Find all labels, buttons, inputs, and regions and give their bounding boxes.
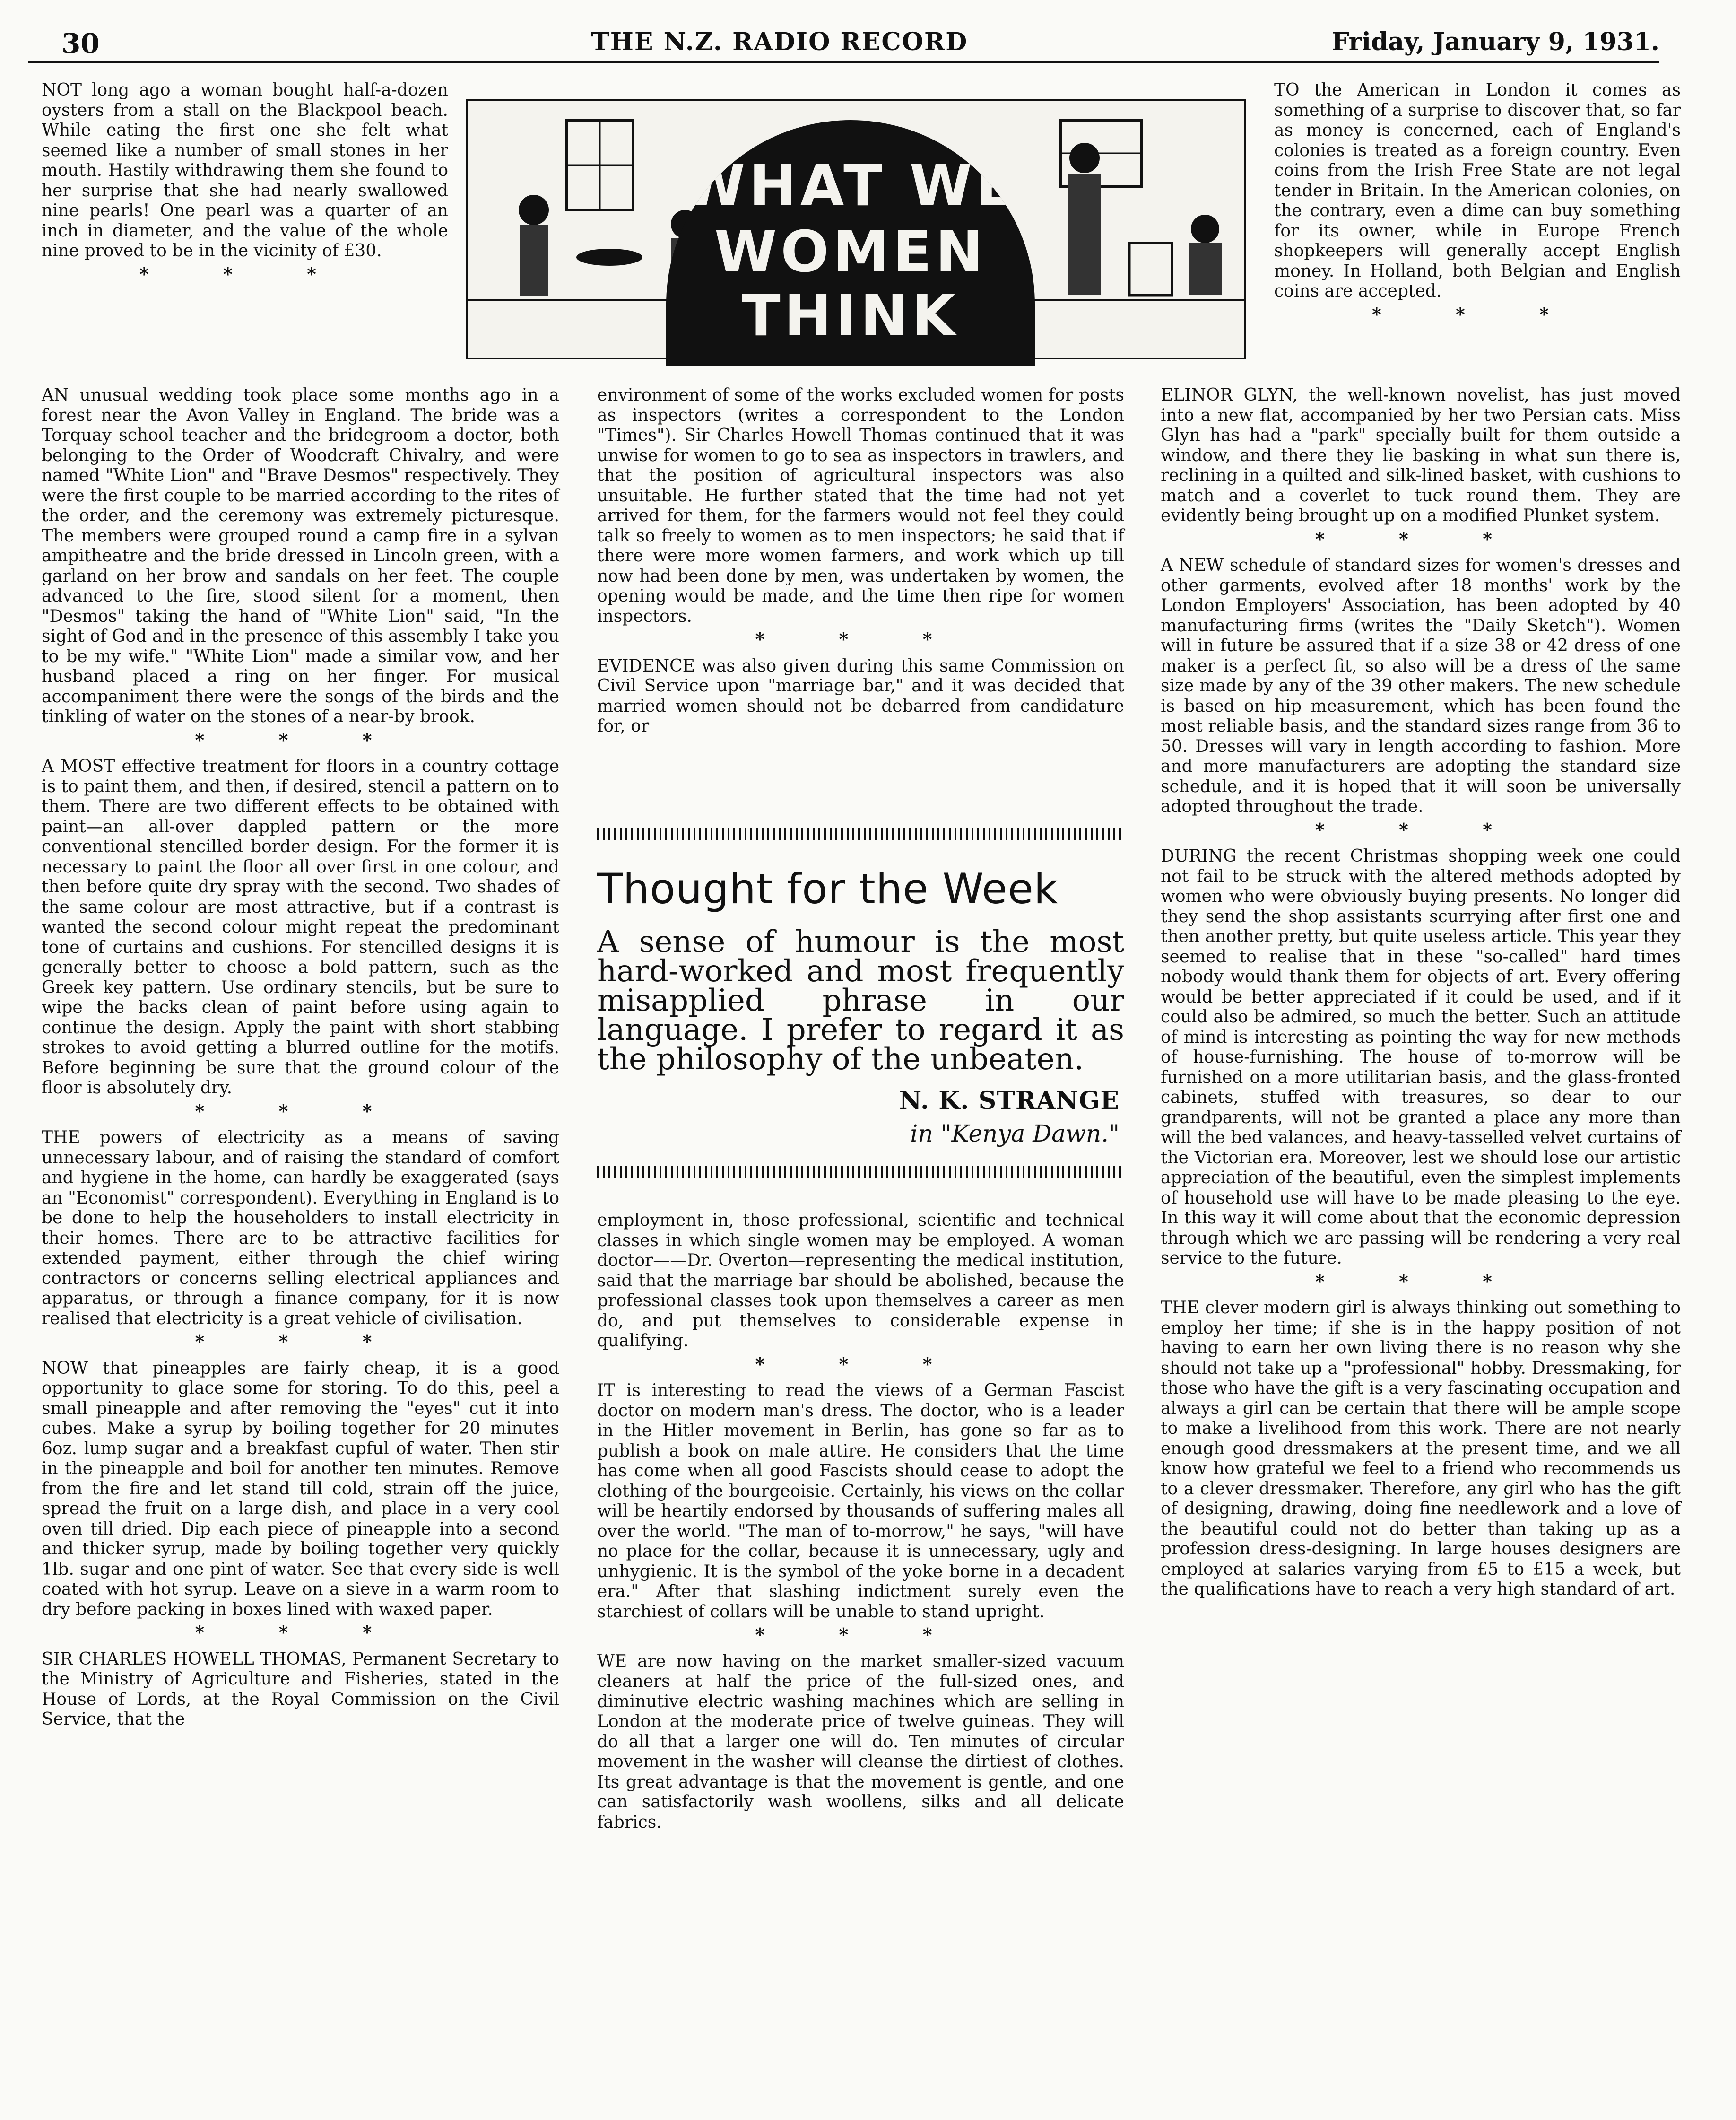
article-floors: A MOST effective treatment for floors in a country cottage is to paint them, and then, if desired, stencil a pattern on to them. There are two different effects to be obtained with paint—an all-over dappled pattern or the more conventional stencilled border design. For the former it is necessary to paint the floor all over first in one colour, and then before quite dry spray with the second. Two shades of the same colour are most attractive, but if a contrast is wanted the second colour might repeat the predominant tone of curtains and cushions. For stencilled designs it is generally better to choose a bold pattern, such as the Greek key pattern. Use ordinary stencils, but be sure to wipe the backs clean of paint before using again to continue the design. Apply the paint with short stabbing strokes to avoid getting a blurred outline for the motifs. Before beginning be sure that the ground colour of the floor is absolutely dry.	[42, 757, 559, 1098]
page-number: 30	[61, 27, 100, 60]
thought-author: N. K. STRANGE	[899, 1086, 1120, 1115]
separator-stars: * * *	[1315, 1270, 1527, 1292]
banner-fan	[666, 120, 1035, 366]
column-3-top	[1274, 80, 1681, 331]
separator-stars: * * *	[1315, 819, 1527, 840]
separator-stars: * * *	[195, 1100, 406, 1122]
what-we-women-think-banner	[466, 99, 1246, 359]
separator-stars: * * *	[755, 1624, 966, 1645]
article-modern-girl: THE clever modern girl is always thinking out something to employ her time; if she is in the happy position of not having to earn her own living there is no reason why she should not take up a "professional" hobby. Dressmaking, for those who have the gift is a very fascinating occupation and always a girl can be certain that there will be ample scope to make a livelihood from this work. There are not nearly enough good dressmakers at the present time, and we all know how grateful we feel to a friend who recommends us to a clever dressmaker. Therefore, any girl who has the gift of designing, drawing, doing fine needlework and a love of the beautiful could not do better than taking up as a profession dress-designing. In large houses designers are employed at salaries varying from £5 to £15 a week, but the qualifications have to reach a very high standard of art.	[1161, 1298, 1681, 1599]
separator-stars: * * *	[1315, 528, 1527, 550]
issue-date: Friday, January 9, 1931.	[1331, 27, 1659, 56]
article-inspectors: environment of some of the works excluded women for posts as inspectors (writes a correspondent to the London "Times"). Sir Charles Howell Thomas continued that it was unwise for women to go to sea as inspectors in trawlers, and that the position of agricultural inspectors was also unsuitable. He further stated that the time had not yet arrived for them, for the farmers would not feel they could talk so freely to women as to men inspectors; he said that if there were more women farmers, and work which up till now had been done by men, was undertaken by women, the opening would be made, and the time then ripe for women inspectors.	[597, 385, 1124, 626]
column-2-lower	[597, 1211, 1124, 1835]
hatch-rule-bottom	[597, 1166, 1124, 1178]
thought-source: in "Kenya Dawn."	[910, 1120, 1120, 1147]
separator-stars: * * *	[195, 729, 406, 750]
hatch-rule-top	[597, 828, 1124, 840]
article-elinor-glyn: ELINOR GLYN, the well-known novelist, has just moved into a new flat, accompanied by her two Persian cats. Miss Glyn has had a "park" specially built for them outside a window, and there they lie basking in what sun there is, reclining in a quilted and silk-lined basket, with cushions to match and a coverlet to tuck round them. They are evidently being brought up on a modified Plunket system.	[1161, 385, 1681, 525]
article-marriage-bar-continued: employment in, those professional, scientific and technical classes in which single women may be employed. A woman doctor——Dr. Overton—representing the medical institution, said that the marriage bar should be abolished, because the professional classes took upon themselves a career as men do, and put themselves to considerable expense in qualifying.	[597, 1211, 1124, 1351]
article-electricity: THE powers of electricity as a means of saving unnecessary labour, and of raising the standard of comfort and hygiene in the home, can hardly be exaggerated (says an "Economist" correspondent). Everything in England is to be done to help the householders to install electricity in their homes. There are to be attractive facilities for extended payment, either through the chief wiring contractors or concerns selling electrical appliances and apparatus, or through a finance company, for it is now realised that electricity is a great vehicle of civilisation.	[42, 1128, 559, 1328]
separator-stars: * * *	[139, 263, 351, 285]
thought-quote: A sense of humour is the most hard-worked and most frequently misapplied phrase in our language. I prefer to regard it as the philosophy of the unbeaten.	[597, 925, 1124, 1077]
separator-stars: * * *	[195, 1331, 406, 1352]
column-3	[1161, 385, 1681, 1603]
column-1	[42, 385, 559, 1733]
separator-stars: * * *	[195, 1622, 406, 1643]
publication-title: THE N.Z. RADIO RECORD	[591, 27, 968, 56]
article-colonies-money: TO the American in London it comes as something of a surprise to discover that, so far as money is concerned, each of England's colonies is treated as a foreign country. Even coins from the Irish Free State are not legal tender in Britain. In the American colonies, on the contrary, even a dime can buy something for its owner, while in Europe French shopkeepers will generally accept English money. In Holland, both Belgian and English coins are accepted.	[1274, 80, 1681, 301]
banner-line-2: WOMEN	[714, 219, 987, 285]
article-fascist-dress: IT is interesting to read the views of a German Fascist doctor on modern man's dress. The doctor, who is a leader in the Hitler movement in Berlin, has gone so far as to publish a book on male attire. He considers that the time has come when all good Fascists should cease to adopt the clothing of the bourgeoisie. Certainly, his views on the collar will be heartily endorsed by thousands of suffering males all over the world. "The man of to-morrow," he says, "will have no place for the collar, because it is unnecessary, ugly and unhygienic. It is the symbol of the yoke borne in a decadent era." After that slashing indictment surely even the starchiest of collars will be unable to stand upright.	[597, 1381, 1124, 1622]
article-marriage-bar: EVIDENCE was also given during this same Commission on Civil Service upon "marriage bar," and it was decided that married women should not be debarred from candidature for, or	[597, 656, 1124, 736]
page-header	[28, 24, 1659, 61]
column-1-top	[42, 80, 448, 291]
separator-stars: * * *	[1371, 303, 1583, 325]
article-civil-service: SIR CHARLES HOWELL THOMAS, Permanent Secretary to the Ministry of Agriculture and Fisheries, stated in the House of Lords, at the Royal Commission on the Civil Service, that the	[42, 1649, 559, 1729]
article-pineapples: NOW that pineapples are fairly cheap, it is a good opportunity to glace some for storing. To do this, peel a small pineapple and after removing the "eyes" cut it into cubes. Make a syrup by boiling together for 20 minutes 6oz. lump sugar and a breakfast cupful of water. Then stir in the pineapple and boil for another ten minutes. Remove from the fire and let stand till cold, strain off the juice, spread the fruit on a large dish, and place in a very cool oven till dried. Dip each piece of pineapple into a second and thicker syrup, made by boiling together very quickly 1lb. sugar and one pint of water. See that every side is well coated with hot syrup. Leave on a sieve in a warm room to dry before packing in boxes lined with waxed paper.	[42, 1358, 559, 1619]
thought-title: Thought for the Week	[597, 864, 1059, 913]
header-rule	[28, 61, 1659, 63]
article-standard-sizes: A NEW schedule of standard sizes for women's dresses and other garments, evolved after 18 months' work by the London Employers' Association, has been adopted by 40 manufacturing firms (writes the "Daily Sketch"). Women will in future be assured that if a size 38 or 42 dress of one maker is a perfect fit, so also will be a dress of the same size made by any of the 39 other makers. The new schedule is based on hip measurement, which has been found the most reliable basis, and the standard sizes range from 36 to 50. Dresses will vary in length according to fashion. More and more manufacturers are adopting the standard size schedule, and it is hoped that it will soon be universally adopted throughout the trade.	[1161, 556, 1681, 816]
article-vacuum-cleaners: WE are now having on the market smaller-sized vacuum cleaners at half the price of the full-sized ones, and diminutive electric washing machines which are selling in London at the moderate price of twelve guineas. They will do all that a larger one will do. Ten minutes of circular movement in the washer will cleanse the dirtiest of clothes. Its great advantage is that the movement is gentle, and one can satisfactorily wash woollens, silks and all delicate fabrics.	[597, 1651, 1124, 1832]
separator-stars: * * *	[755, 1353, 966, 1375]
article-oysters: NOT long ago a woman bought half-a-dozen oysters from a stall on the Blackpool beach. While eating the first one she felt what seemed like a number of small stones in her mouth. Hastily withdrawing them she found to her surprise that she had nearly swallowed nine pearls! One pearl was a quarter of an inch in diameter, and the value of the whole nine proved to be in the vicinity of £30.	[42, 80, 448, 261]
thought-for-the-week	[597, 828, 1124, 1178]
banner-line-1: WHAT WE	[682, 153, 1019, 219]
article-christmas-shopping: DURING the recent Christmas shopping week one could not fail to be struck with the altered methods adopted by women who were obviously buying presents. No longer did they send the shop assistants scurrying after first one and then another pretty, but quite useless article. This year they seemed to realise that in these "so-called" hard times nobody would thank them for objects of art. Every offering would be better appreciated if it could be used, and if it could also be admired, so much the better. Such an attitude of mind is interesting as pointing the way for new methods of house-furnishing. The house of to-morrow will be furnished on a more utilitarian basis, and the glass-fronted cabinets, stuffed with treasures, so dear to our grandparents, will not be granted a place any more than will the bed valances, and heavy-tasselled velvet curtains of the Victorian era. Moreover, lest we should lose our artistic appreciation of the beautiful, even the simplest implements of household use will have to be made pleasing to the eye. In this way it will come about that the economic depression through which we are passing will be rendering a very real service to the future.	[1161, 846, 1681, 1268]
article-wedding: AN unusual wedding took place some months ago in a forest near the Avon Valley in England. The bride was a Torquay school teacher and the bridegroom a doctor, both belonging to the Order of Woodcraft Chivalry, and were named "White Lion" and "Brave Desmos" respectively. They were the first couple to be married according to the rites of the order, and the ceremony was extremely picturesque. The members were grouped round a camp fire in a sylvan ampitheatre and the bride dressed in Lincoln green, with a garland on her brow and sandals on her feet. The couple advanced to the fire, stood silent for a moment, then "Desmos" taking the hand of "White Lion" said, "In the sight of God and in the presence of this assembly I take you to be my wife." "White Lion" made a similar vow, and her husband placed a ring on her finger. For musical accompaniment there were the songs of the birds and the tinkling of water on the stones of a near-by brook.	[42, 385, 559, 726]
banner-line-3: THINK	[741, 283, 960, 349]
column-2-upper	[597, 385, 1124, 740]
separator-stars: * * *	[755, 628, 966, 650]
